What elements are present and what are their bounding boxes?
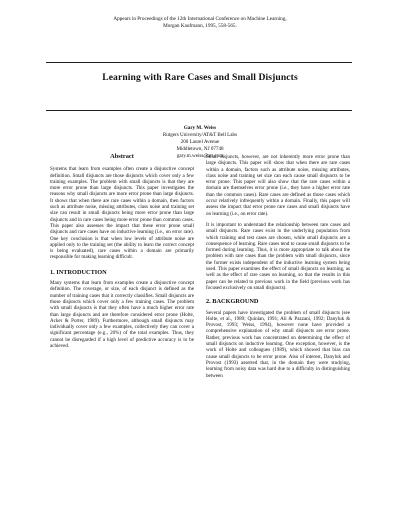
- paper-title: Learning with Rare Cases and Small Disjuncts: [102, 72, 298, 83]
- background-paragraph-1: Several papers have investigated the problem of small disjuncts (see Holte, et al., 1989; Quinlan, 1991; Ali & Pazzani, 1992; Danyluk & Provost, 1993; Weiss, 1994), however none have provided a comprehensive explanation of why small disjuncts are error prone. Rather, previous work has concentrated on determining the effect of small disjuncts on inductive learning. One exception, however, is the work of Holte and colleagues (1989), which showed that bias can cause small disjuncts to be error prone. Also of interest, Danyluk and Provost (1993) asserted that, in the domain they were studying, learning from noisy data was hard due to a difficulty in distinguishing between: [206, 309, 350, 379]
- author-affiliation: Rutgers University/AT&T Bell Labs: [162, 131, 238, 138]
- publication-note-line2: Morgan Kaufmann, 1995, 558-565.: [163, 23, 237, 29]
- publication-note-line1: Appears in Proceedings of the 12th International Conference on Machine Learning,: [113, 16, 287, 22]
- left-column: [50, 154, 194, 354]
- introduction-paragraph-3: It is important to understand the relationship between rare cases and small disjuncts. Rare cases exist in the underlying population from which training and test cases are chosen, while small disjuncts are a consequence of learning. Rare cases tend to cause small disjuncts to be formed during learning. Thus, it is more appropriate to talk about the problem with rare cases than the problem with small disjuncts, since the former exists independent of the inductive learning system being used. This paper examines the effect of small disjuncts on learning, as well as the effect of rare cases on learning, so that the results in this paper can be related to previous work in the field (previous work has focused exclusively on small disjuncts).: [206, 221, 350, 291]
- author-name: Gary M. Weiss: [183, 125, 217, 131]
- title-rule-top: [46, 62, 352, 63]
- title-rule-bottom: [46, 110, 352, 111]
- abstract-body: Systems that learn from examples often create a disjunctive concept definition. Small disjuncts are those disjuncts which cover only a few training examples. The problem with small disjuncts is that they are more error prone than large disjuncts. This paper investigates the reasons why small disjuncts are more error prone than large disjuncts. It shows that when there are rare cases within a domain, then factors such as attribute noise, missing attributes, class noise and training set size can result in small disjuncts being more error prone than large disjuncts and in rare cases being more error prone than common cases. This paper also assesses the impact that these error prone small disjuncts and rare cases have on inductive learning (i.e., on error rate). One key conclusion is that when low levels of attribute noise are applied only to the training set (the ability to learn the correct concept is being evaluated), rare cases within a domain are primarily responsible for making learning difficult.: [50, 166, 194, 261]
- introduction-heading: 1. INTRODUCTION: [50, 268, 107, 276]
- abstract-heading: Abstract: [110, 153, 134, 160]
- background-heading: 2. BACKGROUND: [206, 298, 259, 306]
- author-city: Middletown, NJ 07748: [176, 145, 224, 152]
- publication-note: [0, 16, 400, 30]
- author-street: 200 Laurel Avenue: [180, 138, 220, 145]
- author-email: gary.m.weiss@att.com: [176, 152, 224, 159]
- right-column: [206, 154, 350, 384]
- introduction-paragraph-1: Many systems that learn from examples create a disjunctive concept definition. The coverage, or size, of each disjunct is defined as the number of training cases that it correctly classifies. Small disjuncts are those disjuncts which cover only a few training cases. The problem with small disjuncts is that they often have a much higher error rate than large disjuncts and are therefore considered error prone (Holte, Acker & Porter, 1989). Furthermore, although small disjuncts may individually cover only a few examples, collectively they can cover a significant percentage (e.g., 20%) of the total examples. Thus, they cannot be disregarded if a high level of predictive accuracy is to be achieved.: [50, 280, 194, 350]
- introduction-paragraph-2: Small disjuncts, however, are not inherently more error prone than large disjuncts. This paper will show that when there are rare cases within a domain, factors such as attribute noise, missing attributes, class noise and training set size can each cause small disjuncts to be error prone. This paper will also show that the rare cases within a domain are themselves error prone (i.e., they have a higher error rate than the common cases). Rare cases are defined as those cases which occur relatively infrequently within a domain. Finally, this paper will assess the impact that error prone rare cases and small disjuncts have on learning (i.e., on error rate).: [206, 154, 350, 217]
